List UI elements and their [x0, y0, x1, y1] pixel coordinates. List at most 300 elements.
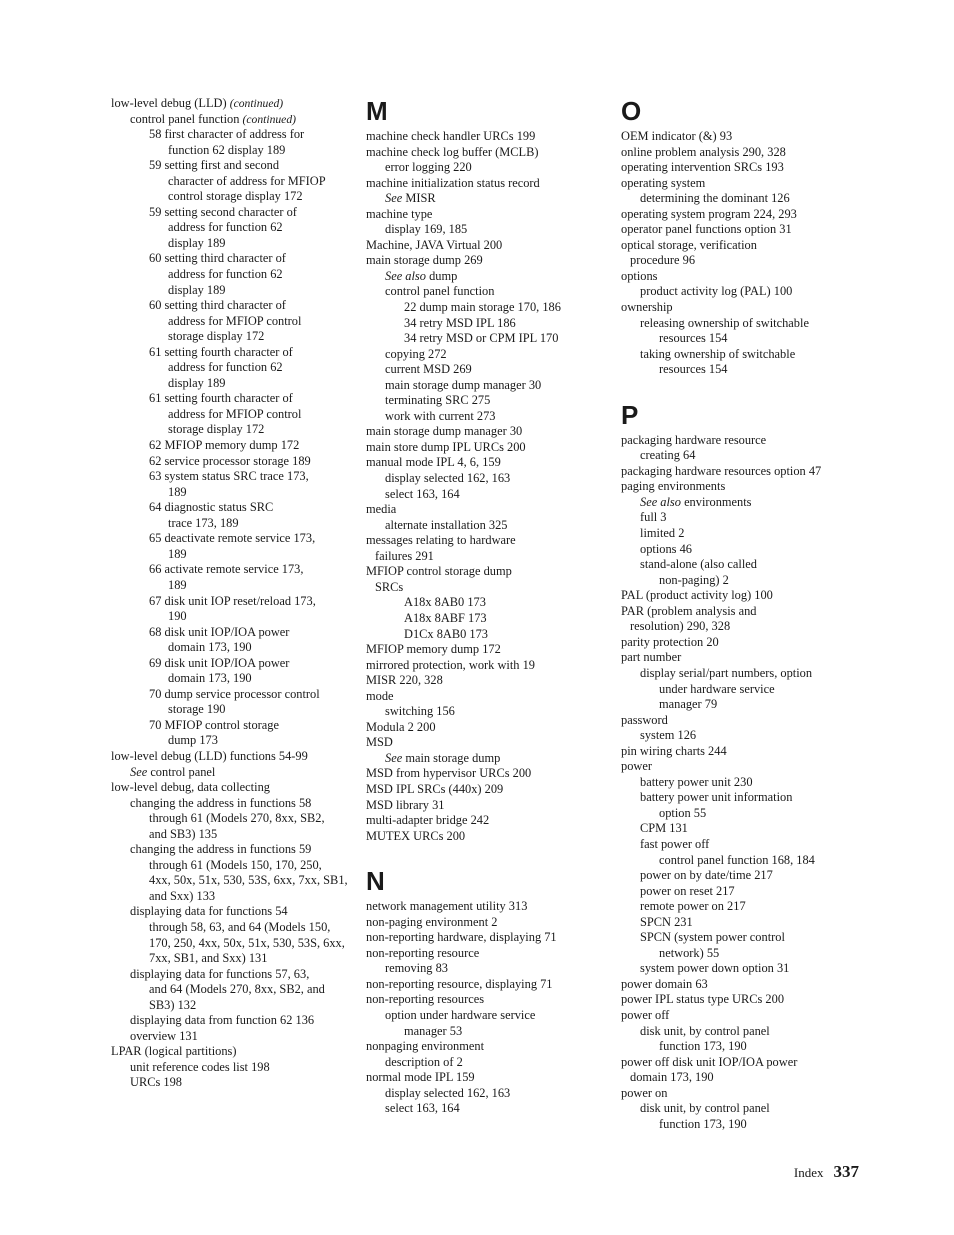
index-entry — [111, 796, 356, 812]
index-entry-text: function 62 display 189 — [168, 142, 286, 157]
index-entry-text: error logging 220 — [385, 160, 472, 175]
index-section-letter: M — [366, 96, 388, 126]
index-entry-text: main storage dump 269 — [366, 253, 483, 268]
index-entry — [111, 189, 356, 205]
index-entry — [621, 713, 866, 729]
index-entry-text: SPCN (system power control — [640, 930, 785, 945]
index-entry-text: dump 173 — [168, 733, 218, 748]
index-entry-text: control panel function — [385, 284, 495, 299]
index-entry-text: PAR (problem analysis and — [621, 603, 757, 618]
index-entry — [366, 502, 611, 518]
index-entry-text: through 61 (Models 270, 8xx, SB2, — [149, 811, 325, 826]
index-entry — [366, 129, 611, 145]
index-entry — [366, 704, 611, 720]
index-entry-text: trace 173, 189 — [168, 515, 239, 530]
index-entry — [366, 238, 611, 254]
index-entry-text: display selected 162, 163 — [385, 1085, 511, 1100]
index-entry-text: main storage dump manager 30 — [385, 377, 542, 392]
index-entry-text: switching 156 — [385, 704, 455, 719]
index-entry-text: non-paging environment 2 — [366, 914, 498, 929]
index-entry-text: storage display 172 — [168, 329, 265, 344]
index-entry-text: 61 setting fourth character of — [149, 344, 293, 359]
index-entry-text: mode — [366, 688, 394, 703]
index-entry-text: control panel function — [130, 111, 240, 126]
index-entry-text: SB3) 132 — [149, 997, 197, 1012]
index-entry-text: main storage dump — [405, 750, 501, 765]
index-entry-text: manager 79 — [659, 697, 718, 712]
index-entry — [111, 143, 356, 159]
index-entry — [366, 1070, 611, 1086]
index-entry — [111, 251, 356, 267]
index-entry — [111, 873, 356, 889]
index-entry-text: display serial/part numbers, option — [640, 665, 813, 680]
index-entry — [366, 347, 611, 363]
index-entry-text: MISR — [405, 191, 436, 206]
index-entry — [621, 176, 866, 192]
index-entry-text: 62 MFIOP memory dump 172 — [149, 438, 300, 453]
index-entry-text: display 169, 185 — [385, 222, 468, 237]
index-entry-text: 66 activate remote service 173, — [149, 562, 304, 577]
see-reference-label: See also — [385, 268, 426, 283]
index-entry-text: display 189 — [168, 375, 226, 390]
index-entry — [366, 977, 611, 993]
index-entry-text: A18x 8AB0 173 — [404, 595, 486, 610]
index-entry — [111, 485, 356, 501]
index-entry — [621, 526, 866, 542]
index-entry — [366, 580, 611, 596]
index-entry — [621, 510, 866, 526]
index-entry — [621, 853, 866, 869]
index-entry — [111, 376, 356, 392]
index-entry-text: resources 154 — [659, 362, 728, 377]
index-entry — [111, 516, 356, 532]
index-entry-text: network management utility 313 — [366, 899, 528, 914]
index-entry-text: address for MFIOP control — [168, 406, 302, 421]
index-entry — [621, 573, 866, 589]
index-entry — [111, 594, 356, 610]
index-entry-text: product activity log (PAL) 100 — [640, 284, 793, 299]
index-entry-text: domain 173, 190 — [168, 640, 252, 655]
index-entry-text: control panel function 168, 184 — [659, 852, 815, 867]
continued-note: (continued) — [229, 97, 284, 110]
index-entry — [621, 1024, 866, 1040]
index-entry — [621, 619, 866, 635]
index-entry-text: operating intervention SRCs 193 — [621, 160, 784, 175]
index-entry — [111, 220, 356, 236]
index-entry-text: address for function 62 — [168, 267, 283, 282]
index-entry — [111, 391, 356, 407]
index-entry — [111, 951, 356, 967]
index-entry — [366, 471, 611, 487]
index-entry — [621, 557, 866, 573]
index-entry — [366, 176, 611, 192]
index-entry-text: displaying data for functions 57, 63, — [130, 966, 310, 981]
index-entry-text: function 173, 190 — [659, 1116, 747, 1131]
index-entry — [621, 1101, 866, 1117]
index-entry — [111, 314, 356, 330]
index-entry — [111, 609, 356, 625]
index-entry-text: OEM indicator (&) 93 — [621, 129, 733, 143]
footer-section-label: Index — [793, 1165, 824, 1180]
index-entry — [621, 1039, 866, 1055]
index-entry-text: function 173, 190 — [659, 1039, 747, 1054]
index-entry — [366, 946, 611, 962]
index-entry-text: 34 retry MSD IPL 186 — [404, 315, 516, 330]
index-entry-text: operator panel functions option 31 — [621, 222, 792, 237]
index-entry — [366, 207, 611, 223]
index-entry — [111, 267, 356, 283]
index-entry — [621, 759, 866, 775]
index-entry — [111, 733, 356, 749]
index-entry-text: removing 83 — [385, 961, 448, 976]
index-entry — [621, 347, 866, 363]
index-entry-text: manager 53 — [404, 1023, 463, 1038]
index-entry — [111, 438, 356, 454]
index-entry — [111, 562, 356, 578]
index-entry-text: CPM 131 — [640, 821, 688, 836]
index-entry-text: changing the address in functions 58 — [130, 795, 312, 810]
index-entry — [366, 642, 611, 658]
index-entry — [366, 1039, 611, 1055]
index-entry-text: resources 154 — [659, 331, 728, 346]
index-entry — [366, 673, 611, 689]
index-entry — [111, 127, 356, 143]
index-entry — [621, 697, 866, 713]
index-entry-text: domain 173, 190 — [168, 671, 252, 686]
index-entry-text: low-level debug (LLD) functions 54-99 — [111, 748, 308, 763]
index-entry — [111, 500, 356, 516]
index-entry — [621, 604, 866, 620]
index-entry-text: determining the dominant 126 — [640, 191, 790, 206]
index-entry — [366, 440, 611, 456]
index-entry-text: paging environments — [621, 479, 726, 494]
index-entry — [366, 766, 611, 782]
index-entry-text: normal mode IPL 159 — [366, 1070, 475, 1085]
index-entry — [111, 578, 356, 594]
index-entry — [621, 433, 866, 449]
index-section-letter: O — [621, 96, 642, 126]
index-entry — [366, 549, 611, 565]
index-entry — [111, 469, 356, 485]
index-entry — [111, 765, 356, 781]
index-entry — [111, 174, 356, 190]
index-entry-text: nonpaging environment — [366, 1039, 485, 1054]
index-entry-text: terminating SRC 275 — [385, 393, 491, 408]
index-entry-text: 61 setting fourth character of — [149, 391, 293, 406]
index-entry — [621, 495, 866, 511]
index-entry — [111, 749, 356, 765]
index-entry-text: MSD — [366, 735, 393, 750]
index-entry-text: non-reporting hardware, displaying 71 — [366, 930, 557, 945]
index-entry-text: 4xx, 50x, 51x, 530, 53S, 6xx, 7xx, SB1, — [149, 873, 348, 888]
index-entry-text: packaging hardware resources option 47 — [621, 463, 822, 478]
index-entry — [111, 1075, 356, 1091]
index-entry — [621, 269, 866, 285]
index-entry-text: power on by date/time 217 — [640, 868, 773, 883]
index-entry-text: MISR 220, 328 — [366, 673, 443, 688]
see-reference-label: See — [130, 764, 148, 779]
index-entry-text: machine initialization status record — [366, 175, 540, 190]
index-entry-text: 68 disk unit IOP/IOA power — [149, 624, 290, 639]
index-entry-text: displaying data from function 62 136 — [130, 1013, 315, 1028]
continued-note: (continued) — [242, 112, 296, 126]
index-entry — [111, 1029, 356, 1045]
index-entry — [366, 191, 611, 207]
index-entry-text: online problem analysis 290, 328 — [621, 144, 786, 159]
index-entry-text: main storage dump manager 30 — [366, 424, 523, 439]
index-entry-text: part number — [621, 650, 682, 665]
index-entry — [366, 1055, 611, 1071]
see-reference-label: See — [385, 191, 403, 206]
index-entry-text: operating system — [621, 175, 706, 190]
index-entry — [621, 635, 866, 651]
index-entry — [621, 464, 866, 480]
index-entry — [366, 316, 611, 332]
index-entry — [366, 409, 611, 425]
index-entry-text: address for MFIOP control — [168, 313, 302, 328]
page-footer — [794, 1162, 859, 1182]
index-entry-text: full 3 — [640, 510, 667, 525]
index-entry-text: storage display 172 — [168, 422, 265, 437]
index-entry — [111, 547, 356, 563]
index-entry-text: display selected 162, 163 — [385, 471, 511, 486]
index-entry — [366, 160, 611, 176]
index-entry-text: 189 — [168, 484, 187, 499]
section-gap — [366, 844, 611, 866]
index-entry — [111, 780, 356, 796]
index-entry-text: stand-alone (also called — [640, 557, 757, 572]
index-entry-text: operating system program 224, 293 — [621, 206, 797, 221]
index-entry-text: non-reporting resource, displaying 71 — [366, 976, 553, 991]
index-entry — [621, 992, 866, 1008]
index-entry-text: and SB3) 135 — [149, 826, 218, 841]
index-entry-text: non-reporting resources — [366, 992, 485, 1007]
index-entry — [621, 775, 866, 791]
index-entry — [111, 827, 356, 843]
index-entry-text: options — [621, 268, 658, 283]
index-entry-text: parity protection 20 — [621, 634, 719, 649]
index-entry-text: battery power unit information — [640, 790, 793, 805]
index-entry-text: manual mode IPL 4, 6, 159 — [366, 455, 501, 470]
index-entry-text: limited 2 — [640, 526, 685, 541]
index-entry-text: password — [621, 712, 668, 727]
index-entry-text: display 189 — [168, 282, 226, 297]
index-entry — [111, 345, 356, 361]
index-entry — [621, 821, 866, 837]
index-entry — [366, 992, 611, 1008]
index-entry-text: character of address for MFIOP — [168, 173, 326, 188]
index-entry — [366, 362, 611, 378]
index-entry-text: description of 2 — [385, 1054, 463, 1069]
index-entry — [111, 904, 356, 920]
index-entry — [366, 455, 611, 471]
index-entry-text: options 46 — [640, 541, 692, 556]
index-entry-text: 67 disk unit IOP reset/reload 173, — [149, 593, 316, 608]
index-entry — [621, 666, 866, 682]
index-entry-text: environments — [684, 494, 752, 509]
index-entry-text: work with current 273 — [385, 408, 496, 423]
index-entry — [111, 702, 356, 718]
index-entry — [366, 378, 611, 394]
index-section-letter: P — [621, 399, 639, 430]
index-entry — [621, 682, 866, 698]
index-entry-text: system 126 — [640, 728, 697, 743]
index-entry-text: battery power unit 230 — [640, 774, 753, 789]
index-entry-text: SPCN 231 — [640, 914, 693, 929]
index-entry — [366, 518, 611, 534]
index-entry-text: option 55 — [659, 805, 707, 820]
index-entry-text: select 163, 164 — [385, 1101, 460, 1116]
index-entry-text: MSD library 31 — [366, 797, 445, 812]
index-entry-text: 60 setting third character of — [149, 298, 286, 313]
index-entry — [621, 448, 866, 464]
index-entry — [366, 611, 611, 627]
see-reference-label: See — [385, 750, 403, 765]
index-entry — [621, 238, 866, 254]
index-entry — [621, 1070, 866, 1086]
index-entry-text: ownership — [621, 300, 673, 315]
index-entry — [366, 595, 611, 611]
page-number: 337 — [833, 1162, 859, 1181]
index-entry-text: through 61 (Models 150, 170, 250, — [149, 857, 322, 872]
index-entry — [621, 946, 866, 962]
index-entry — [111, 283, 356, 299]
index-entry — [366, 487, 611, 503]
index-column-2 — [366, 96, 611, 1117]
index-entry-text: Machine, JAVA Virtual 200 — [366, 237, 503, 252]
index-entry-text: procedure 96 — [630, 253, 696, 268]
index-entry — [366, 658, 611, 674]
index-entry — [366, 331, 611, 347]
index-entry — [621, 145, 866, 161]
index-entry — [366, 735, 611, 751]
index-entry-text: MFIOP memory dump 172 — [366, 642, 501, 657]
index-entry-text: power domain 63 — [621, 976, 708, 991]
see-reference-label: See also — [640, 494, 681, 509]
index-entry-text: disk unit, by control panel — [640, 1023, 770, 1038]
index-entry — [621, 253, 866, 269]
index-entry — [366, 424, 611, 440]
index-entry — [111, 858, 356, 874]
index-entry — [111, 936, 356, 952]
index-entry-text: 64 diagnostic status SRC — [149, 500, 274, 515]
index-entry — [621, 207, 866, 223]
index-entry — [621, 300, 866, 316]
index-entry-text: displaying data for functions 54 — [130, 904, 288, 919]
index-entry — [366, 269, 611, 285]
index-entry-text: failures 291 — [375, 548, 434, 563]
index-column-3 — [621, 96, 866, 1132]
index-entry — [111, 1060, 356, 1076]
index-entry-text: non-reporting resource — [366, 945, 480, 960]
index-entry — [366, 899, 611, 915]
index-entry-text: display 189 — [168, 235, 226, 250]
index-entry-text: select 163, 164 — [385, 486, 460, 501]
index-entry — [111, 998, 356, 1014]
index-entry-text: power off — [621, 1007, 670, 1022]
index-entry-text: option under hardware service — [385, 1007, 536, 1022]
index-entry-text: machine type — [366, 206, 433, 221]
index-entry-text: 189 — [168, 577, 187, 592]
index-entry — [621, 961, 866, 977]
index-entry-text: control storage display 172 — [168, 189, 303, 204]
index-entry-text: 22 dump main storage 170, 186 — [404, 300, 561, 315]
index-entry — [621, 1055, 866, 1071]
index-entry — [366, 284, 611, 300]
index-entry — [366, 1101, 611, 1117]
index-entry-text: unit reference codes list 198 — [130, 1059, 270, 1074]
index-entry — [621, 728, 866, 744]
index-entry — [621, 977, 866, 993]
index-entry — [621, 362, 866, 378]
index-entry — [621, 930, 866, 946]
index-entry — [621, 806, 866, 822]
index-entry-text: MFIOP control storage dump — [366, 564, 512, 579]
index-entry-text: machine check handler URCs 199 — [366, 129, 536, 143]
index-section-letter: N — [366, 866, 385, 897]
index-entry — [111, 656, 356, 672]
index-entry-text: 70 MFIOP control storage — [149, 717, 279, 732]
index-entry — [621, 479, 866, 495]
index-entry-text: current MSD 269 — [385, 362, 472, 377]
index-entry-text: MSD IPL SRCs (440x) 209 — [366, 781, 504, 796]
index-entry — [111, 112, 356, 128]
index-entry — [111, 1044, 356, 1060]
index-entry-text: D1Cx 8AB0 173 — [404, 626, 488, 641]
index-entry-text: media — [366, 502, 397, 517]
index-entry — [366, 300, 611, 316]
index-entry-text: changing the address in functions 59 — [130, 842, 312, 857]
index-entry — [621, 1008, 866, 1024]
index-entry — [621, 331, 866, 347]
index-entry — [111, 1013, 356, 1029]
index-entry-text: overview 131 — [130, 1028, 198, 1043]
index-entry-text: alternate installation 325 — [385, 517, 508, 532]
index-entry — [366, 829, 611, 845]
index-entry — [366, 145, 611, 161]
index-entry-text: system power down option 31 — [640, 961, 790, 976]
index-entry — [621, 1086, 866, 1102]
index-entry — [621, 650, 866, 666]
index-entry-text: 34 retry MSD or CPM IPL 170 — [404, 331, 559, 346]
index-entry-text: multi-adapter bridge 242 — [366, 813, 490, 828]
index-entry-text: address for function 62 — [168, 360, 283, 375]
index-entry-text: 60 setting third character of — [149, 251, 286, 266]
index-entry-text: URCs 198 — [130, 1075, 182, 1090]
index-entry-text: power on reset 217 — [640, 883, 735, 898]
index-entry-text: 59 setting second character of — [149, 204, 297, 219]
index-entry — [111, 889, 356, 905]
index-entry — [621, 316, 866, 332]
index-entry-text: address for function 62 — [168, 220, 283, 235]
index-entry — [366, 961, 611, 977]
index-entry — [111, 454, 356, 470]
index-entry — [621, 884, 866, 900]
index-entry-text: 58 first character of address for — [149, 127, 305, 142]
index-entry-text: non-paging) 2 — [659, 572, 729, 587]
index-entry — [366, 627, 611, 643]
index-entry — [366, 751, 611, 767]
index-entry-text: network) 55 — [659, 945, 720, 960]
index-entry — [621, 790, 866, 806]
index-entry-text: fast power off — [640, 836, 710, 851]
index-entry — [366, 915, 611, 931]
index-entry-text: 65 deactivate remote service 173, — [149, 531, 316, 546]
index-entry — [111, 920, 356, 936]
index-entry-text: releasing ownership of switchable — [640, 315, 809, 330]
index-entry — [111, 811, 356, 827]
index-entry-text: power — [621, 759, 652, 774]
